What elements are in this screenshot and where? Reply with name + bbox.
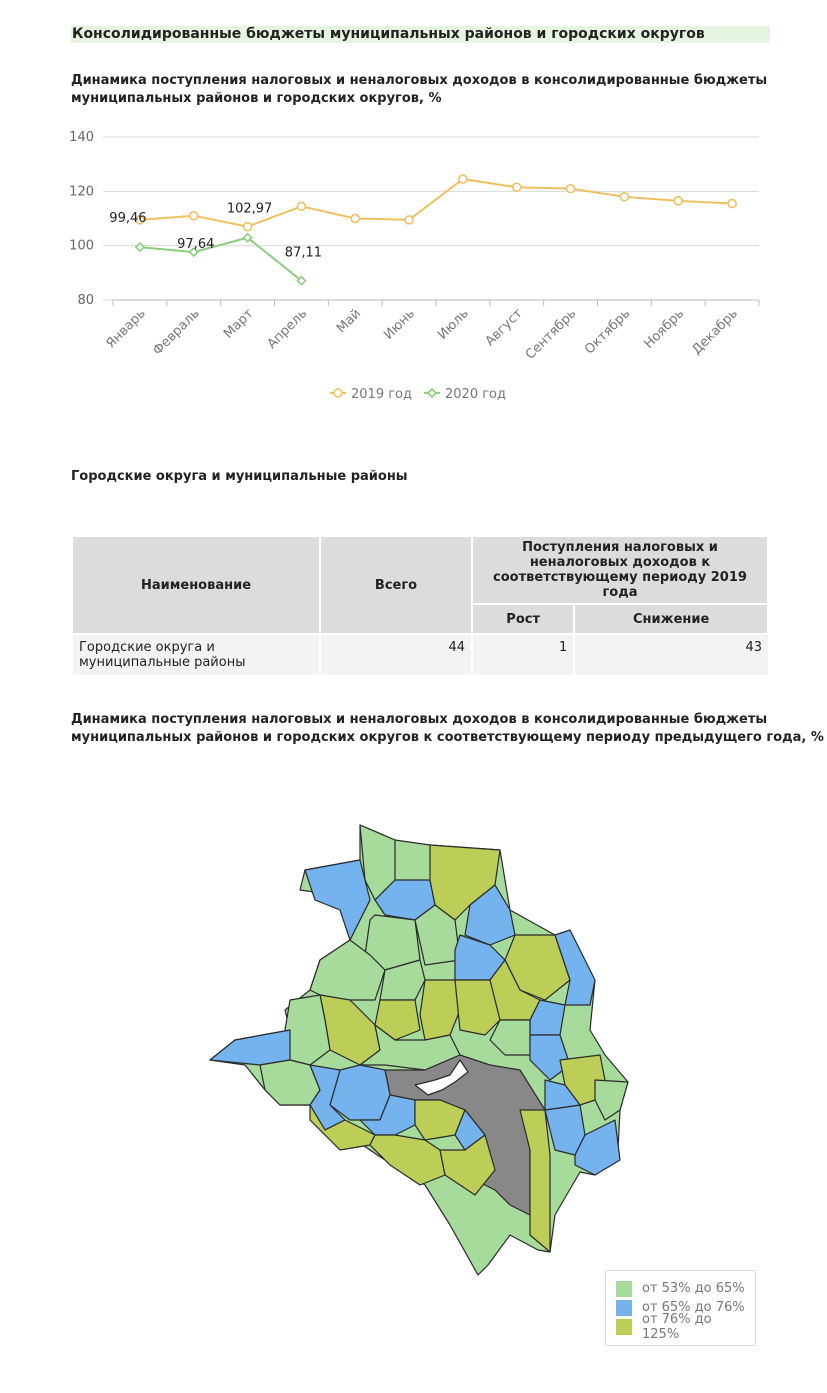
cell-name: Городские округа и муниципальные районы [72,634,320,675]
chart-title-line2: муниципальных районов и городских округов, % [71,91,442,106]
legend-marker [428,389,436,397]
x-tick-label: Декабрь [689,306,741,358]
data-point [405,216,413,224]
legend-label: от 76% до 125% [642,1311,712,1342]
data-point [567,185,575,193]
legend-item [616,1311,745,1342]
data-label: 99,46 [109,211,147,227]
y-tick-label: 80 [77,293,94,308]
data-point [513,183,521,191]
data-label: 87,11 [284,245,323,261]
region-map [200,820,640,1290]
legend-marker [334,389,342,397]
data-label: 97,64 [177,237,215,253]
x-tick-label: Август [482,306,526,350]
data-label: 102,97 [226,201,273,217]
legend-label: от 65% до 76% [642,1300,745,1315]
data-point [190,212,198,220]
x-tick-label: Октябрь [582,306,634,358]
legend-swatch [616,1300,632,1316]
x-tick-label: Март [221,306,257,342]
table-row [72,634,768,675]
data-point [459,175,467,183]
header-name: Наименование [72,536,320,634]
y-tick-label: 100 [69,238,94,254]
legend-swatch [616,1319,632,1335]
cell-total: 44 [320,634,472,675]
data-point [728,200,736,208]
series-line [140,238,301,281]
data-point [244,223,252,231]
x-tick-label: Февраль [150,306,203,359]
x-tick-label: Июль [435,306,472,343]
map-title [71,711,824,747]
x-tick-label: Сентябрь [522,306,580,363]
header-total: Всего [320,536,472,634]
map-title-line1: Динамика поступления налоговых и неналоговых доходов в консолидированные бюджеты [71,712,768,727]
x-tick-label: Ноябрь [641,306,688,352]
map-title-line2: муниципальных районов и городских округов к соответствующему периоду предыдущего года, % [71,730,824,745]
cell-growth: 1 [472,634,574,675]
x-tick-label: Январь [103,306,149,352]
line-chart [0,110,827,420]
chart-title [71,72,767,108]
table-section-title: Городские округа и муниципальные районы [71,469,408,484]
summary-table [71,535,769,675]
y-tick-label: 120 [69,184,94,200]
x-tick-label: Май [333,306,365,337]
data-point [674,197,682,205]
y-tick-label: 140 [69,130,94,145]
header-group: Поступления налоговых и неналоговых доходов к соответствующему периоду 2019 года [472,536,768,604]
legend-label: 2020 год [445,387,506,402]
legend-swatch [616,1281,632,1297]
map-region [210,1030,290,1065]
data-point [620,193,628,201]
data-point [297,202,305,210]
chart-title-line1: Динамика поступления налоговых и неналоговых доходов в консолидированные бюджеты [71,73,768,88]
header-decline: Снижение [574,604,768,634]
legend-item [616,1279,745,1298]
header-growth: Рост [472,604,574,634]
data-point [136,243,144,251]
legend-label: от 53% до 65% [642,1281,745,1296]
cell-decline: 43 [574,634,768,675]
section-title: Консолидированные бюджеты муниципальных районов и городских округов [71,26,770,43]
x-tick-label: Июнь [381,306,418,343]
legend-label: 2019 год [351,387,412,402]
data-point [351,215,359,223]
map-legend [605,1270,756,1346]
x-tick-label: Апрель [264,306,311,352]
